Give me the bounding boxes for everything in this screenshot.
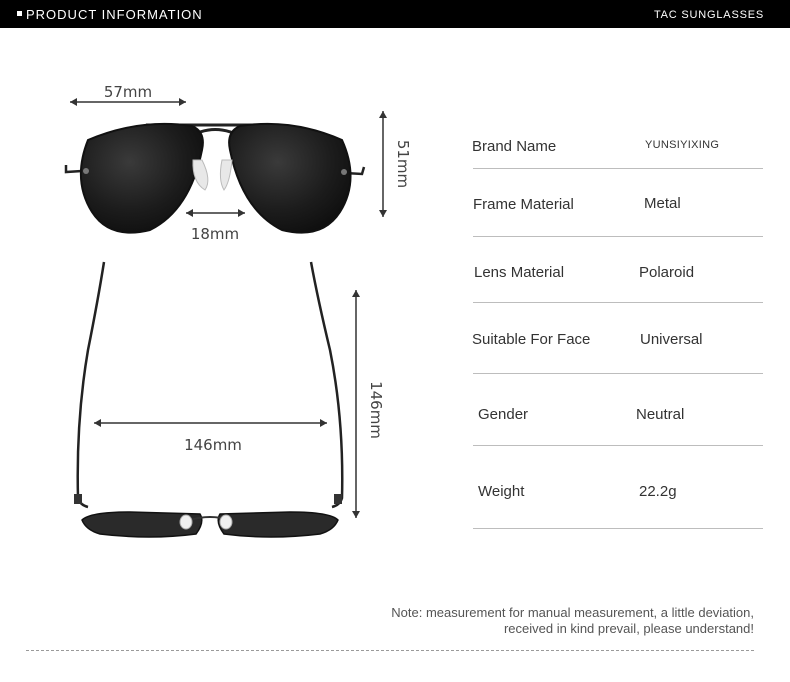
note-line-2: received in kind prevail, please understand! (503, 621, 754, 636)
spec-key-lens-material: Lens Material (474, 264, 565, 281)
lens-width-dimension (70, 83, 186, 106)
frame-width-dimension (94, 419, 327, 454)
header-title: PRODUCT INFORMATION (26, 7, 203, 22)
lens-height-label: 51mm (394, 139, 412, 189)
header-bar (0, 0, 790, 28)
spec-key-brand: Brand Name (472, 138, 557, 155)
spec-value-brand: YUNSIYIXING (645, 139, 720, 151)
bridge-width-dimension (186, 209, 245, 243)
note-line-1: Note: measurement for manual measurement, a little deviation, (391, 605, 754, 620)
header-right-label: TAC SUNGLASSES (653, 9, 764, 21)
temple-length-dimension (352, 290, 385, 518)
spec-key-frame-material: Frame Material (473, 196, 574, 213)
spec-divider (473, 528, 763, 529)
footer-dashed-divider (26, 650, 754, 651)
sunglasses-diagram (0, 28, 460, 548)
spec-value-weight: 22.2g (639, 483, 677, 500)
spec-value-lens-material: Polaroid (639, 264, 695, 281)
header-bullet-icon (17, 11, 22, 16)
spec-key-gender: Gender (478, 406, 529, 423)
spec-divider (473, 302, 763, 303)
spec-divider (473, 168, 763, 169)
measurement-note (391, 605, 754, 637)
right-lens (229, 124, 350, 233)
left-lens (81, 124, 203, 233)
spec-divider (473, 373, 763, 374)
spec-key-suitable-face: Suitable For Face (472, 331, 591, 348)
spec-divider (473, 445, 763, 446)
spec-value-frame-material: Metal (644, 195, 681, 212)
lens-width-label: 57mm (103, 83, 153, 101)
lens-height-dimension (379, 111, 412, 217)
spec-value-suitable-face: Universal (640, 331, 703, 348)
top-view-glasses (74, 262, 342, 537)
spec-divider (473, 236, 763, 237)
frame-width-label: 146mm (184, 436, 242, 454)
temple-length-label: 146mm (367, 381, 385, 439)
spec-value-gender: Neutral (636, 406, 685, 423)
spec-key-weight: Weight (478, 483, 525, 500)
front-view-glasses (66, 124, 364, 233)
bridge-width-label: 18mm (190, 225, 240, 243)
